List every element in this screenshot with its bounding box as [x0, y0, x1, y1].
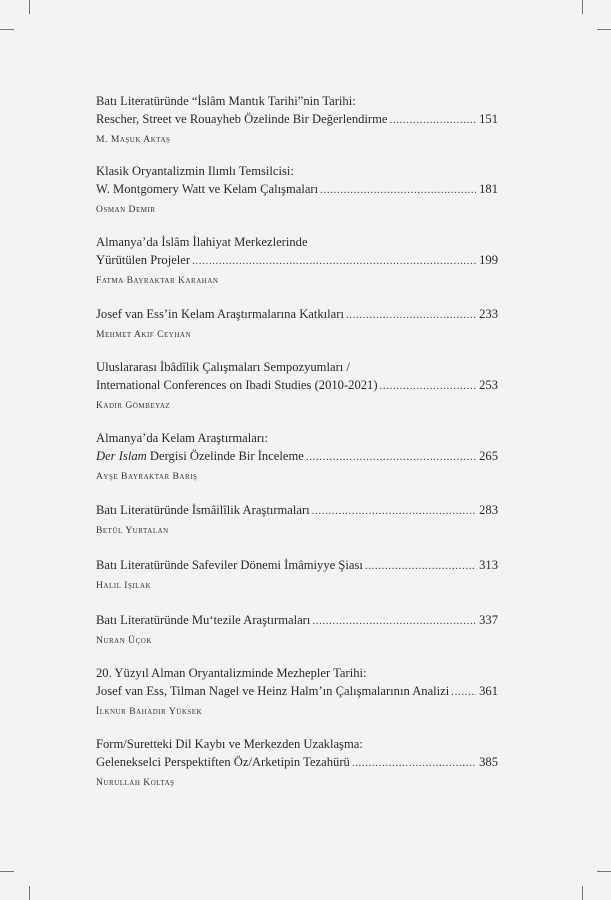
entry-title-line2: Josef van Ess, Tilman Nagel ve Heinz Halm’ın Çalışmalarının Analizi [96, 684, 450, 698]
crop-mark-bottom-left-v [29, 886, 30, 900]
entry-author: Mehmet Akif Ceyhan [96, 329, 192, 340]
entry-author: İlknur Bahadır Yüksek [96, 706, 203, 717]
leader-dots [365, 557, 476, 575]
entry-title-line2 [96, 447, 304, 465]
leader-dots [306, 448, 476, 466]
leader-dots [312, 502, 476, 520]
entry-title-line2: Rescher, Street ve Rouayheb Özelinde Bir Değerlendirme [96, 112, 388, 126]
entry-page-number: 199 [479, 253, 498, 267]
entry-page-number: 265 [479, 449, 498, 463]
crop-mark-top-right-h [597, 29, 611, 30]
crop-mark-top-left-v [29, 0, 30, 14]
entry-author: Ayşe Bayraktar Barış [96, 471, 198, 482]
toc-entry-8[interactable] [96, 556, 498, 593]
entry-title-line1: Almanya’da Kelam Araştırmaları: [96, 431, 269, 445]
leader-dots [380, 377, 477, 395]
entry-page-number: 385 [479, 755, 498, 769]
entry-title-line1: 20. Yüzyıl Alman Oryantalizminde Mezhepler Tarihi: [96, 666, 367, 680]
crop-mark-top-left-h [0, 29, 14, 30]
toc-entry-5[interactable] [96, 358, 498, 413]
entry-title: Batı Literatüründe İsmâilîlik Araştırmaları [96, 503, 310, 517]
leader-dots [346, 306, 476, 324]
entry-author: M. Maşuk Aktaş [96, 134, 171, 145]
entry-title: Batı Literatüründe Safeviler Dönemi İmâmiyye Şiası [96, 558, 363, 572]
entry-author: Kadir Gömbeyaz [96, 400, 171, 411]
entry-title-line1: Uluslararası İbâdîlik Çalışmaları Sempozyumları / [96, 360, 350, 374]
entry-page-number: 233 [479, 307, 498, 321]
crop-mark-bottom-right-h [597, 871, 611, 872]
toc-entry-9[interactable] [96, 611, 498, 648]
entry-page-number: 253 [479, 378, 498, 392]
toc-entry-11[interactable] [96, 735, 498, 790]
entry-author: Nuran Üçok [96, 635, 152, 646]
toc-entry-10[interactable] [96, 664, 498, 719]
toc-entry-6[interactable] [96, 429, 498, 484]
entry-title: Josef van Ess’in Kelam Araştırmalarına Katkıları [96, 307, 344, 321]
entry-title-line1: Klasik Oryantalizmin Ilımlı Temsilcisi: [96, 164, 294, 178]
toc-entry-7[interactable] [96, 501, 498, 538]
entry-page-number: 361 [479, 684, 498, 698]
entry-page-number: 283 [479, 503, 498, 517]
entry-title-line2: International Conferences on Ibadi Studies (2010-2021) [96, 378, 378, 392]
entry-title-line1: Form/Suretteki Dil Kaybı ve Merkezden Uzaklaşma: [96, 737, 363, 751]
crop-mark-bottom-right-v [582, 886, 583, 900]
leader-dots [390, 111, 477, 129]
leader-dots [451, 683, 476, 701]
entry-title-line1: Almanya’da İslâm İlahiyat Merkezlerinde [96, 235, 308, 249]
toc-entry-3[interactable] [96, 233, 498, 288]
entry-page-number: 337 [479, 613, 498, 627]
entry-author: Nurullah Koltaş [96, 777, 175, 788]
toc-entry-1[interactable] [96, 92, 498, 147]
entry-title-line1: Batı Literatüründe “İslâm Mantık Tarihi”nin Tarihi: [96, 94, 356, 108]
journal-name-italic: Der Islam [96, 449, 147, 463]
entry-page-number: 181 [479, 182, 498, 196]
crop-mark-bottom-left-h [0, 871, 14, 872]
entry-author: Fatma Bayraktar Karahan [96, 275, 219, 286]
leader-dots [312, 612, 476, 630]
entry-title: Batı Literatüründe Mu‘tezile Araştırmaları [96, 613, 311, 627]
entry-title-line2: Gelenekselci Perspektiften Öz/Arketipin Tezahürü [96, 755, 350, 769]
entry-page-number: 313 [479, 558, 498, 572]
entry-author: Osman Demir [96, 204, 156, 215]
entry-page-number: 151 [479, 112, 498, 126]
entry-title-line2-rest: Dergisi Özelinde Bir İnceleme [146, 449, 304, 463]
crop-mark-top-right-v [582, 0, 583, 14]
toc-entry-2[interactable] [96, 162, 498, 217]
leader-dots [192, 252, 476, 270]
leader-dots [320, 181, 476, 199]
entry-title-line2: Yürütülen Projeler [96, 253, 191, 267]
toc-entry-4[interactable] [96, 305, 498, 342]
leader-dots [352, 754, 476, 772]
entry-author: Betül Yurtalan [96, 525, 169, 536]
entry-author: Halil Işılak [96, 580, 152, 591]
entry-title-line2: W. Montgomery Watt ve Kelam Çalışmaları [96, 182, 319, 196]
